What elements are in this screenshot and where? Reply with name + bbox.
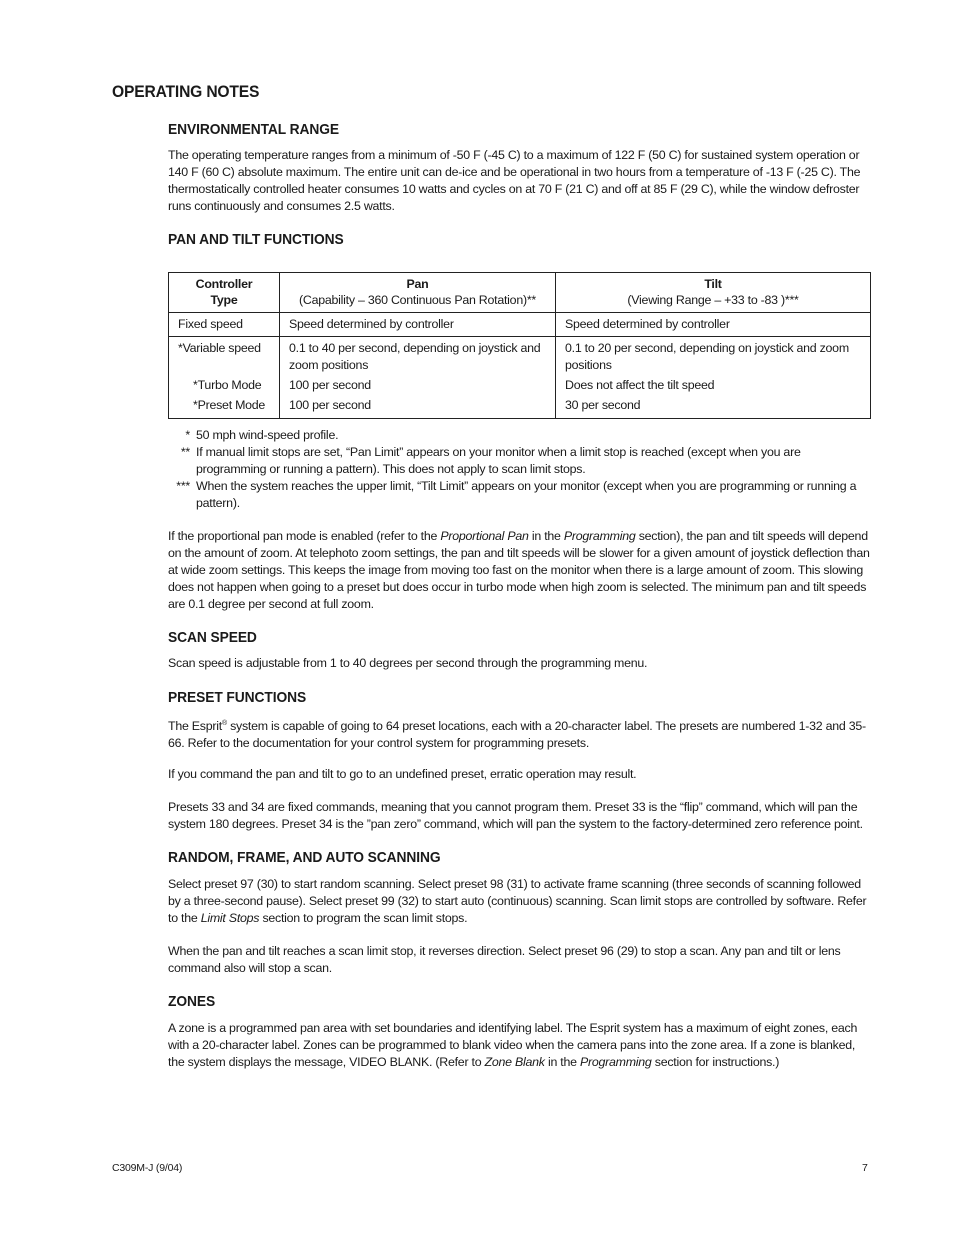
cell-pan-fixed: Speed determined by controller [280, 313, 556, 337]
preset-paragraph-1: The Esprit® system is capable of going to 64 preset locations, each with a 20-character label. The presets are numbered 1-32 and 35-66. Refer to the documentation for your control system for programming presets. [168, 719, 866, 751]
zones-paragraph: A zone is a programmed pan area with set boundaries and identifying label. The Esprit system has a maximum of eight zones, each with a 20-character label. Zones can be programmed to blank video when the camera pans into the zone area. If a zone is blanked, the system displays the message, VIDEO BLANK. (Refer to Zone Blank in the Programming section for instructions.) [168, 1021, 858, 1069]
pan-turbo-speed: 100 per second [289, 378, 371, 392]
table-row [169, 337, 871, 419]
header-controller-line2: Type [210, 293, 238, 307]
cell-tilt-variable [556, 337, 871, 419]
environmental-range-heading: ENVIRONMENTAL RANGE [168, 121, 340, 138]
footnote-text: When the system reaches the upper limit, “Tilt Limit” appears on your monitor (except when you are programming or running a pattern). [196, 479, 857, 510]
header-pan-title: Pan [406, 277, 429, 291]
header-tilt-title: Tilt [704, 277, 722, 291]
header-controller-line1: Controller [195, 277, 253, 291]
pan-tilt-heading: PAN AND TILT FUNCTIONS [168, 231, 344, 248]
scanning-paragraph-2: When the pan and tilt reaches a scan limit stop, it reverses direction. Select preset 96 (29) to stop a scan. Any pan and tilt or lens command also will stop a scan. [168, 944, 841, 975]
zone-blank-ref: Zone Blank [484, 1055, 545, 1069]
footnote-mark: * [185, 428, 190, 442]
page-number: 7 [862, 1162, 868, 1174]
header-tilt [556, 273, 871, 313]
programming-ref: Programming [579, 1055, 652, 1069]
preset-paragraph-3: Presets 33 and 34 are fixed commands, meaning that you cannot program them. Preset 33 is the “flip” command, which will pan the system 180 degrees. Preset 34 is the ”pan zero” command, which will pan the system to the factory-determined zero reference point. [168, 800, 863, 831]
header-controller-type [169, 273, 280, 313]
type-turbo-mode: *Turbo Mode [193, 378, 262, 392]
proportional-pan-paragraph: If the proportional pan mode is enabled (refer to the Proportional Pan in the Programming section), the pan and tilt speeds will depend on the amount of zoom. At telephoto zoom settings, the pan and tilt speeds will be slower for a given amount of joystick deflection than at wide zoom settings. This keeps the image from moving too fast on the monitor when there is a large amount of zoom. This slowing does not happen when going to a preset but does occur in turbo mode when high zoom is selected. The minimum pan and tilt speeds are 0.1 degree per second at full zoom. [168, 529, 870, 611]
scan-speed-heading: SCAN SPEED [168, 629, 257, 646]
scan-speed-text: Scan speed is adjustable from 1 to 40 degrees per second through the programming menu. [168, 656, 648, 670]
header-pan-subtitle: (Capability – 360 Continuous Pan Rotation)** [299, 293, 536, 307]
table-row [169, 313, 871, 337]
table-footnotes [168, 427, 868, 512]
tilt-turbo-speed: Does not affect the tilt speed [565, 378, 715, 392]
footnote-mark: *** [176, 479, 190, 493]
limit-stops-ref: Limit Stops [200, 911, 260, 925]
header-pan [280, 273, 556, 313]
footnote-text: 50 mph wind-speed profile. [196, 428, 339, 442]
footnote-text: If manual limit stops are set, “Pan Limit” appears on your monitor when a limit stop is reached (except when you are programming or running a pattern). This does not apply to scan limit stops. [196, 445, 801, 476]
registered-mark: ® [221, 720, 227, 727]
type-preset-mode: *Preset Mode [193, 398, 266, 412]
document-id: C309M-J (9/04) [112, 1162, 183, 1174]
pan-variable-speed: 0.1 to 40 per second, depending on joystick and zoom positions [289, 341, 541, 372]
cell-type-variable [169, 337, 280, 419]
page-title: OPERATING NOTES [112, 82, 260, 101]
footnote-mark: ** [180, 445, 190, 459]
type-variable-speed: *Variable speed [178, 341, 261, 355]
programming-ref: Programming [563, 529, 636, 543]
preset-paragraph-2: If you command the pan and tilt to go to an undefined preset, erratic operation may result. [168, 767, 637, 781]
scanning-paragraph-1: Select preset 97 (30) to start random scanning. Select preset 98 (31) to activate frame scanning (three seconds of scanning followed by a three-second pause). Select preset 99 (32) to start auto (continuous) scanning. Scan limit stops are controlled by software. Refer to the Limit Stops section to program the scan limit stops. [168, 877, 867, 925]
tilt-variable-speed: 0.1 to 20 per second, depending on joystick and zoom positions [565, 341, 849, 372]
environmental-range-text: The operating temperature ranges from a minimum of -50 F (-45 C) to a maximum of 122 F (50 C) for sustained system operation or 140 F (60 C) absolute maximum. The entire unit can de-ice and be operational in two hours from a temperature of -13 F (-25 C). The thermostatically controlled heater consumes 10 watts and cycles on at 70 F (21 C) and off at 85 F (29 C), while the window defroster runs continuously and consumes 2.5 watts. [168, 148, 861, 213]
cell-pan-variable [280, 337, 556, 419]
pan-tilt-speed-table [168, 272, 871, 419]
header-tilt-subtitle: (Viewing Range – +33 to -83 )*** [627, 293, 799, 307]
random-frame-auto-heading: RANDOM, FRAME, AND AUTO SCANNING [168, 849, 441, 866]
preset-functions-heading: PRESET FUNCTIONS [168, 689, 307, 706]
zones-heading: ZONES [168, 993, 216, 1010]
proportional-pan-ref: Proportional Pan [440, 529, 529, 543]
table-header-row [169, 273, 871, 313]
footnote [168, 478, 868, 512]
pan-preset-speed: 100 per second [289, 398, 371, 412]
cell-type-fixed: Fixed speed [169, 313, 280, 337]
cell-tilt-fixed: Speed determined by controller [556, 313, 871, 337]
footnote [168, 444, 868, 478]
footnote [168, 427, 868, 444]
tilt-preset-speed: 30 per second [565, 398, 641, 412]
